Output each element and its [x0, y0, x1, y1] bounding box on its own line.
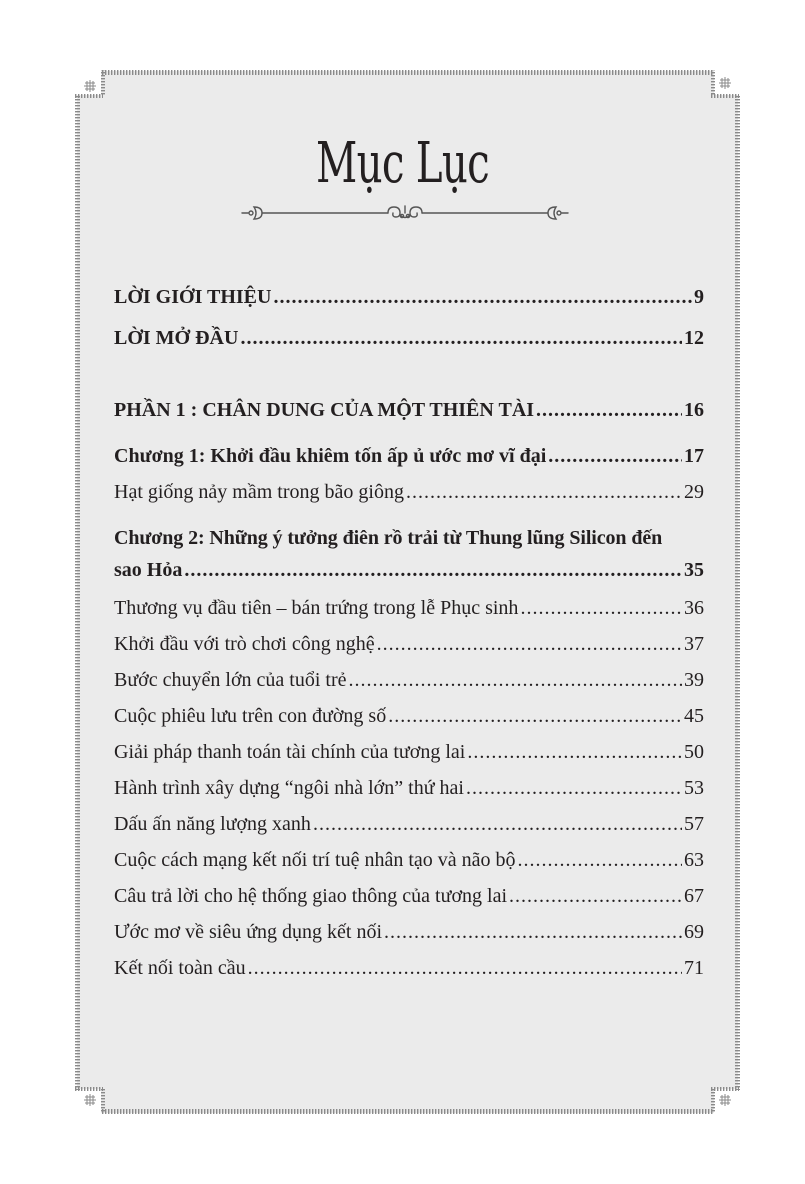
- toc-entry-dau-an[interactable]: [114, 810, 704, 838]
- toc-entry-page: 17: [684, 445, 704, 467]
- dot-leader: [184, 554, 682, 586]
- toc-entry-label: Chương 1: Khởi đầu khiêm tốn ấp ủ ước mơ vĩ đại: [114, 445, 547, 467]
- toc-entry-label: Ước mơ về siêu ứng dụng kết nối: [114, 921, 383, 943]
- toc-entry-label: Cuộc phiêu lưu trên con đường số: [114, 705, 387, 727]
- toc-entry-page: 53: [684, 777, 704, 799]
- toc-entry-page: 37: [684, 633, 704, 655]
- toc-entry-page: 57: [684, 813, 704, 835]
- toc-entry-page: 36: [684, 597, 704, 619]
- toc-entry-label: Hành trình xây dựng “ngôi nhà lớn” thứ hai: [114, 777, 464, 799]
- toc-entry-label: Câu trả lời cho hệ thống giao thông của tương lai: [114, 885, 508, 907]
- dot-leader: [520, 594, 682, 622]
- dot-leader: [509, 882, 682, 910]
- toc-entry-label: LỜI MỞ ĐẦU: [114, 327, 239, 349]
- toc-entry-label: PHẦN 1 : CHÂN DUNG CỦA MỘT THIÊN TÀI: [114, 399, 535, 421]
- toc-entry-page: 67: [684, 885, 704, 907]
- toc-entry-chuong-2[interactable]: [114, 522, 704, 586]
- toc-entry-uoc-mo[interactable]: [114, 918, 704, 946]
- page-title: Mục Lục: [316, 131, 489, 196]
- dot-leader: [466, 774, 682, 802]
- toc-entry-thuong-vu[interactable]: [114, 594, 704, 622]
- toc-entry-buoc-chuyen[interactable]: [114, 666, 704, 694]
- toc-entry-loi-gioi-thieu[interactable]: [114, 283, 704, 311]
- toc-entry-phan-1[interactable]: [114, 396, 704, 424]
- toc-entry-hat-giong[interactable]: [114, 478, 704, 506]
- toc-entry-page: 35: [684, 559, 704, 581]
- toc-entry-label-line1: Chương 2: Những ý tưởng điên rồ trải từ Thung lũng Silicon đến: [114, 527, 663, 549]
- toc-entry-label: Cuộc cách mạng kết nối trí tuệ nhân tạo và não bộ: [114, 849, 516, 871]
- toc-entry-page: 29: [684, 481, 704, 503]
- toc-entry-hanh-trinh[interactable]: [114, 774, 704, 802]
- toc-entry-page: 16: [684, 399, 704, 421]
- dot-leader: [548, 442, 682, 470]
- toc-entry-page: 45: [684, 705, 704, 727]
- dot-leader: [536, 396, 682, 424]
- toc-entry-loi-mo-dau[interactable]: [114, 324, 704, 352]
- toc-entry-ket-noi-toan-cau[interactable]: [114, 954, 704, 982]
- scroll-flourish-divider-icon: [240, 203, 570, 223]
- toc-entry-khoi-dau-tro-choi[interactable]: [114, 630, 704, 658]
- dot-leader: [313, 810, 682, 838]
- toc-entry-page: 63: [684, 849, 704, 871]
- toc-entry-label: LỜI GIỚI THIỆU: [114, 286, 272, 308]
- dot-leader: [406, 478, 682, 506]
- dot-leader: [273, 283, 692, 311]
- toc-entry-label: Kết nối toàn cầu: [114, 957, 246, 979]
- toc-entry-cuoc-cach-mang[interactable]: [114, 846, 704, 874]
- dot-leader: [240, 324, 682, 352]
- toc-entry-page: 39: [684, 669, 704, 691]
- dot-leader: [248, 954, 682, 982]
- dot-leader: [388, 702, 682, 730]
- toc-entry-page: 69: [684, 921, 704, 943]
- toc-entry-cau-tra-loi[interactable]: [114, 882, 704, 910]
- toc-entry-label-line2: sao Hỏa: [114, 559, 183, 581]
- toc-entry-chuong-1[interactable]: [114, 442, 704, 470]
- toc-entry-giai-phap[interactable]: [114, 738, 704, 766]
- toc-entry-page: 50: [684, 741, 704, 763]
- toc-entry-label: Giải pháp thanh toán tài chính của tương lai: [114, 741, 466, 763]
- toc-entry-page: 9: [694, 286, 704, 308]
- toc-entry-label: Dấu ấn năng lượng xanh: [114, 813, 311, 835]
- dot-leader: [518, 846, 682, 874]
- toc-entry-page: 71: [684, 957, 704, 979]
- toc-entry-label: Hạt giống nảy mầm trong bão giông: [114, 481, 404, 503]
- toc-entry-page: 12: [684, 327, 704, 349]
- dot-leader: [384, 918, 682, 946]
- toc-entry-label: Thương vụ đầu tiên – bán trứng trong lễ Phục sinh: [114, 597, 519, 619]
- dot-leader: [377, 630, 682, 658]
- toc-entry-label: Khởi đầu với trò chơi công nghệ: [114, 633, 375, 655]
- toc-entry-cuoc-phieu-luu[interactable]: [114, 702, 704, 730]
- toc-entry-label: Bước chuyển lớn của tuổi trẻ: [114, 669, 347, 691]
- dot-leader: [348, 666, 682, 694]
- dot-leader: [467, 738, 682, 766]
